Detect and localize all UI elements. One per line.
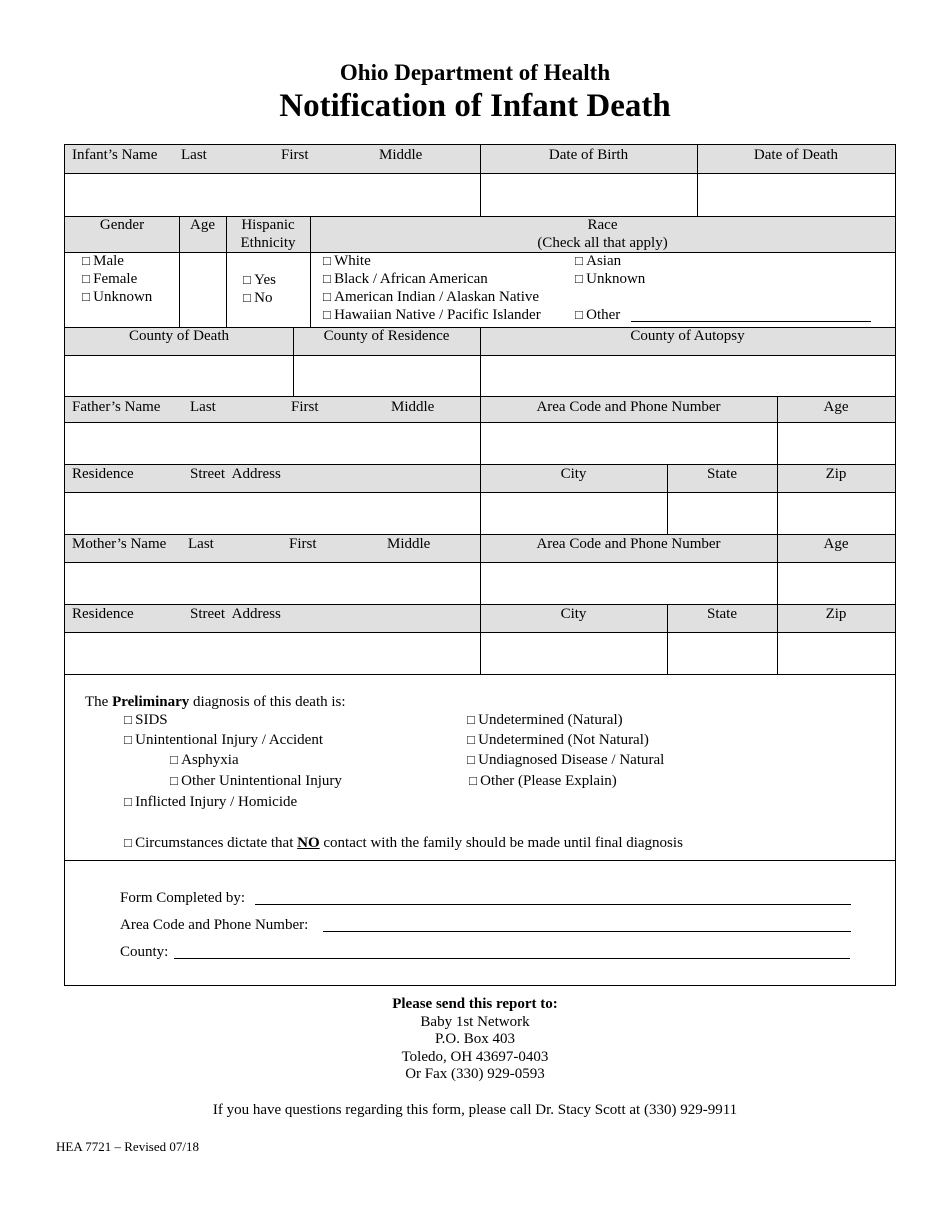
mother-zip-field[interactable] <box>778 633 895 674</box>
race-american-indian-checkbox[interactable]: □ American Indian / Alaskan Native <box>323 288 539 306</box>
father-last-label: Last <box>190 399 216 415</box>
father-middle-label: Middle <box>391 399 435 415</box>
race-unknown-checkbox[interactable]: □ Unknown <box>575 270 645 288</box>
father-phone-label: Area Code and Phone Number <box>536 399 721 415</box>
mother-city-field[interactable] <box>481 633 667 674</box>
mother-state-label: State <box>707 606 737 622</box>
race-white-checkbox[interactable]: □ White <box>323 252 371 270</box>
mother-last-label: Last <box>188 536 214 552</box>
father-zip-field[interactable] <box>778 493 895 534</box>
father-name-label: Father’s Name <box>72 399 161 415</box>
father-age-field[interactable] <box>778 423 895 464</box>
race-other-checkbox[interactable]: □ Other <box>575 306 620 324</box>
department-name: Ohio Department of Health <box>339 60 611 85</box>
father-name-field[interactable] <box>65 423 480 464</box>
diagnosis-other-explain-checkbox[interactable]: □ Other (Please Explain) <box>469 772 617 790</box>
date-of-birth-label: Date of Birth <box>548 147 629 163</box>
mother-name-label: Mother’s Name <box>72 536 167 552</box>
race-other-input[interactable] <box>631 305 871 322</box>
mother-first-label: First <box>289 536 317 552</box>
diagnosis-inflicted-checkbox[interactable]: □ Inflicted Injury / Homicide <box>124 793 297 811</box>
mother-phone-label: Area Code and Phone Number <box>536 536 721 552</box>
mother-residence-label: Residence <box>72 606 134 622</box>
infant-age-field[interactable] <box>180 253 226 327</box>
completion-phone-input[interactable] <box>323 915 851 932</box>
county-of-residence-field[interactable] <box>294 356 480 396</box>
race-label: Race <box>587 217 618 233</box>
mother-zip-label: Zip <box>825 606 847 622</box>
gender-label: Gender <box>99 217 145 233</box>
county-of-death-label: County of Death <box>129 328 229 344</box>
gender-unknown-checkbox[interactable]: □ Unknown <box>82 288 152 306</box>
county-of-autopsy-label: County of Autopsy <box>630 328 745 344</box>
completed-by-input[interactable] <box>255 888 851 905</box>
mother-street-field[interactable] <box>65 633 480 674</box>
infant-middle-label: Middle <box>379 147 423 163</box>
ethnicity-no-checkbox[interactable]: □ No <box>243 289 272 307</box>
send-to-org: Baby 1st Network <box>420 1014 530 1030</box>
no-contact-checkbox[interactable]: □ Circumstances dictate that NO contact with the family should be made until final diagnosis <box>124 834 683 852</box>
completion-county-label: County: <box>120 944 169 960</box>
mother-middle-label: Middle <box>387 536 431 552</box>
hispanic-label: Hispanic <box>241 217 295 233</box>
father-age-label: Age <box>823 399 849 415</box>
father-zip-label: Zip <box>825 466 847 482</box>
infant-first-label: First <box>281 147 309 163</box>
mother-phone-field[interactable] <box>481 563 777 604</box>
date-of-death-field[interactable] <box>698 174 895 216</box>
race-asian-checkbox[interactable]: □ Asian <box>575 252 621 270</box>
diagnosis-undetermined-natural-checkbox[interactable]: □ Undetermined (Natural) <box>467 711 623 729</box>
county-of-autopsy-field[interactable] <box>481 356 895 396</box>
mother-city-label: City <box>560 606 587 622</box>
diagnosis-intro: The Preliminary diagnosis of this death is: <box>85 694 346 710</box>
mother-age-field[interactable] <box>778 563 895 604</box>
form-title: Notification of Infant Death <box>279 88 671 124</box>
date-of-birth-field[interactable] <box>481 174 697 216</box>
diagnosis-undetermined-not-natural-checkbox[interactable]: □ Undetermined (Not Natural) <box>467 731 649 749</box>
mother-street-label: Street Address <box>190 606 281 622</box>
form-id: HEA 7721 – Revised 07/18 <box>56 1139 199 1154</box>
gender-male-checkbox[interactable]: □ Male <box>82 252 124 270</box>
infant-last-label: Last <box>181 147 207 163</box>
date-of-death-label: Date of Death <box>753 147 839 163</box>
county-of-death-field[interactable] <box>65 356 293 396</box>
notification-form <box>64 144 896 986</box>
father-state-label: State <box>707 466 737 482</box>
father-city-field[interactable] <box>481 493 667 534</box>
diagnosis-undiagnosed-checkbox[interactable]: □ Undiagnosed Disease / Natural <box>467 751 664 769</box>
father-first-label: First <box>291 399 319 415</box>
diagnosis-other-unintentional-checkbox[interactable]: □ Other Unintentional Injury <box>170 772 342 790</box>
diagnosis-unintentional-checkbox[interactable]: □ Unintentional Injury / Accident <box>124 731 323 749</box>
diagnosis-asphyxia-checkbox[interactable]: □ Asphyxia <box>170 751 239 769</box>
mother-name-field[interactable] <box>65 563 480 604</box>
father-city-label: City <box>560 466 587 482</box>
race-black-checkbox[interactable]: □ Black / African American <box>323 270 488 288</box>
age-label: Age <box>190 217 215 233</box>
completion-county-input[interactable] <box>174 942 850 959</box>
infant-name-label: Infant’s Name <box>72 147 158 163</box>
father-phone-field[interactable] <box>481 423 777 464</box>
send-to-box: P.O. Box 403 <box>434 1031 516 1047</box>
race-note: (Check all that apply) <box>537 235 668 251</box>
send-to-city: Toledo, OH 43697-0403 <box>401 1049 549 1065</box>
ethnicity-yes-checkbox[interactable]: □ Yes <box>243 271 276 289</box>
questions-note: If you have questions regarding this form, please call Dr. Stacy Scott at (330) 929-9911 <box>212 1102 738 1118</box>
county-of-residence-label: County of Residence <box>323 328 450 344</box>
gender-female-checkbox[interactable]: □ Female <box>82 270 137 288</box>
diagnosis-sids-checkbox[interactable]: □ SIDS <box>124 711 168 729</box>
father-residence-label: Residence <box>72 466 134 482</box>
completed-by-label: Form Completed by: <box>120 890 245 906</box>
send-to-fax: Or Fax (330) 929-0593 <box>405 1066 545 1082</box>
mother-state-field[interactable] <box>668 633 777 674</box>
ethnicity-label: Ethnicity <box>240 235 296 251</box>
mother-age-label: Age <box>823 536 849 552</box>
send-to-heading: Please send this report to: <box>392 996 558 1012</box>
infant-name-field[interactable] <box>65 174 480 216</box>
father-street-label: Street Address <box>190 466 281 482</box>
completion-phone-label: Area Code and Phone Number: <box>120 917 309 933</box>
race-hawaiian-checkbox[interactable]: □ Hawaiian Native / Pacific Islander <box>323 306 541 324</box>
father-street-field[interactable] <box>65 493 480 534</box>
father-state-field[interactable] <box>668 493 777 534</box>
